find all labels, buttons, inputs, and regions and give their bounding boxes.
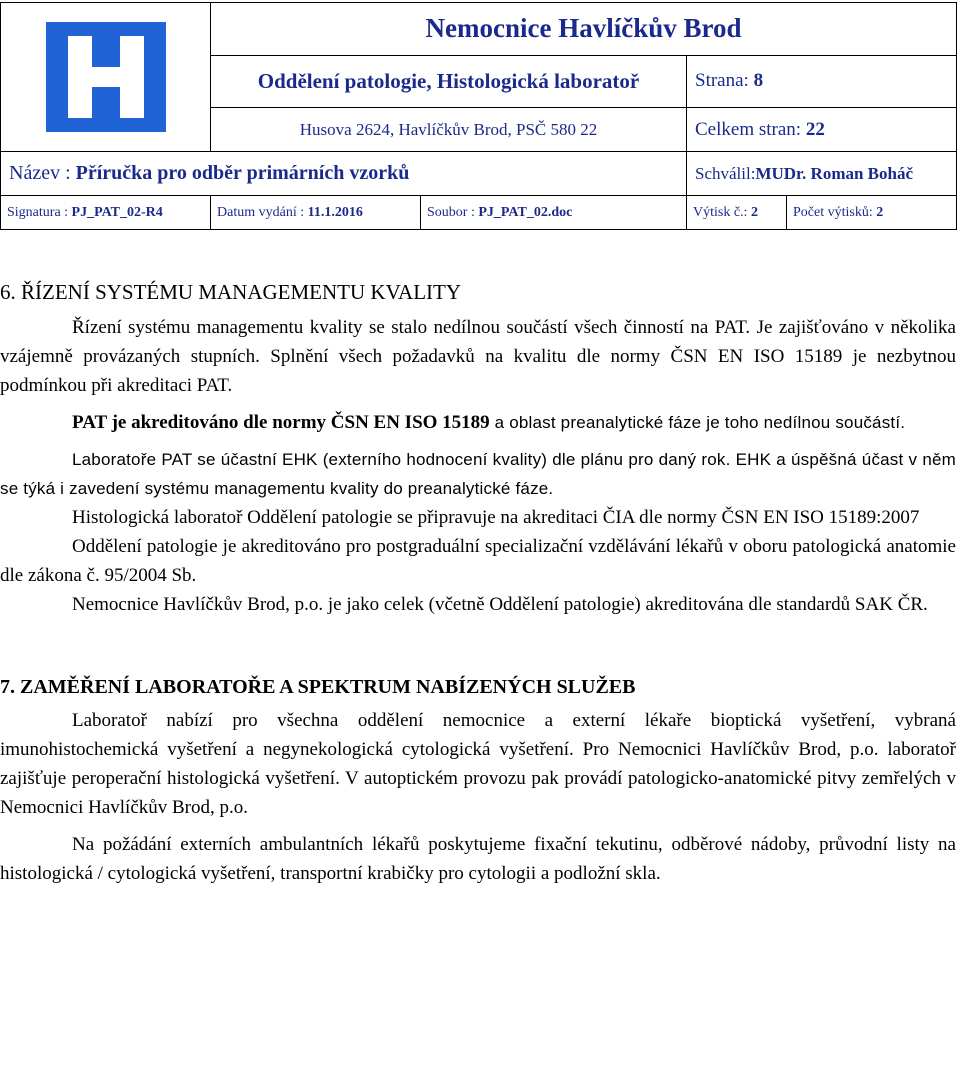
section-6-paragraph-4: Histologická laboratoř Oddělení patologie se připravuje na akreditaci ČIA dle normy ČSN EN ISO 15189:2007 — [72, 507, 920, 528]
total-label: Celkem stran: — [695, 118, 806, 140]
hospital-h-logo-icon — [46, 22, 166, 132]
section-7-heading: 7. ZAMĚŘENÍ LABORATOŘE A SPEKTRUM NABÍZENÝCH SLUŽEB — [0, 676, 636, 698]
issue-date: 11.1.2016 — [307, 204, 363, 220]
section-6-paragraph-1: Řízení systému managementu kvality se stalo nedílnou součástí všech činností na PAT. Je zajišťováno v několika vzájemně provázaných stupních. Splnění všech požadavků na kvalitu dle normy ČSN EN ISO 15189 je nezbytnou podmínkou při akreditaci PAT. — [0, 317, 956, 396]
page-number: 8 — [753, 70, 764, 92]
section-6-paragraph-6: Nemocnice Havlíčkův Brod, p.o. je jako celek (včetně Oddělení patologie) akreditována dle standardů SAK ČR. — [72, 594, 928, 615]
copies-count: 2 — [876, 204, 884, 220]
signature: PJ_PAT_02-R4 — [71, 204, 163, 220]
copy-number-cell: Výtisk č.: 2 — [687, 196, 787, 230]
page-number-cell — [687, 55, 957, 108]
document-header — [0, 2, 957, 230]
issue-date-cell: Datum vydání : 11.1.2016 — [211, 196, 421, 230]
page-label: Strana: — [695, 70, 754, 92]
department-name: Oddělení patologie, Histologická laboratoř — [211, 55, 687, 108]
approved-cell — [687, 152, 957, 196]
section-7-paragraph-2: Na požádání externích ambulantních lékařů poskytujeme fixační tekutinu, odběrové nádoby, průvodní listy na histologická / cytologická vyšetření, transportní krabičky pro cytologii a podložní skla. — [0, 834, 956, 884]
total-pages: 22 — [805, 118, 825, 140]
document-name: Příručka pro odběr primárních vzorků — [75, 162, 410, 184]
copies-count-cell: Počet výtisků: 2 — [787, 196, 957, 230]
approved-by: MUDr. Roman Boháč — [755, 163, 914, 183]
accreditation-statement: PAT je akreditováno dle normy ČSN EN ISO 15189 — [72, 412, 490, 433]
signature-cell: Signatura : PJ_PAT_02-R4 — [1, 196, 211, 230]
document-name-cell — [1, 152, 687, 196]
file-cell: Soubor : PJ_PAT_02.doc — [421, 196, 687, 230]
name-label: Název : — [9, 162, 76, 184]
hospital-name: Nemocnice Havlíčkův Brod — [211, 3, 957, 56]
section-7-paragraph-1: Laboratoř nabízí pro všechna oddělení nemocnice a externí lékaře bioptická vyšetření, vybraná imunohistochemická vyšetření a negynekologická cytologická vyšetření. Pro Nemocnici Havlíčkův Brod, p.o. laboratoř zajišťuje peroperační histologická vyšetření. V autoptickém provozu pak provádí patologicko-anatomické pitvy zemřelých v Nemocnici Havlíčkův Brod, p.o. — [0, 710, 956, 818]
copy-number: 2 — [750, 204, 758, 220]
file-name: PJ_PAT_02.doc — [478, 204, 573, 220]
total-pages-cell — [687, 108, 957, 152]
approved-label: Schválil: — [695, 163, 756, 183]
document-body — [0, 278, 956, 888]
section-6-paragraph-5: Oddělení patologie je akreditováno pro postgraduální specializační vzdělávání lékařů v oboru patologická anatomie dle zákona č. 95/2004 Sb. — [0, 536, 956, 586]
address: Husova 2624, Havlíčkův Brod, PSČ 580 22 — [211, 108, 687, 152]
section-6-heading: 6. ŘÍZENÍ SYSTÉMU MANAGEMENTU KVALITY — [0, 280, 462, 304]
section-6-paragraph-3: Laboratoře PAT se účastní EHK (externího hodnocení kvality) dle plánu pro daný rok. EHK a úspěšná účast v něm se týká i zavedení systému managementu kvality do preanalytické fáze. — [0, 450, 956, 498]
section-6-paragraph-2: PAT je akreditováno dle normy ČSN EN ISO 15189 a oblast preanalytické fáze je toho nedílnou součástí. — [72, 412, 906, 433]
logo-cell — [1, 3, 211, 152]
